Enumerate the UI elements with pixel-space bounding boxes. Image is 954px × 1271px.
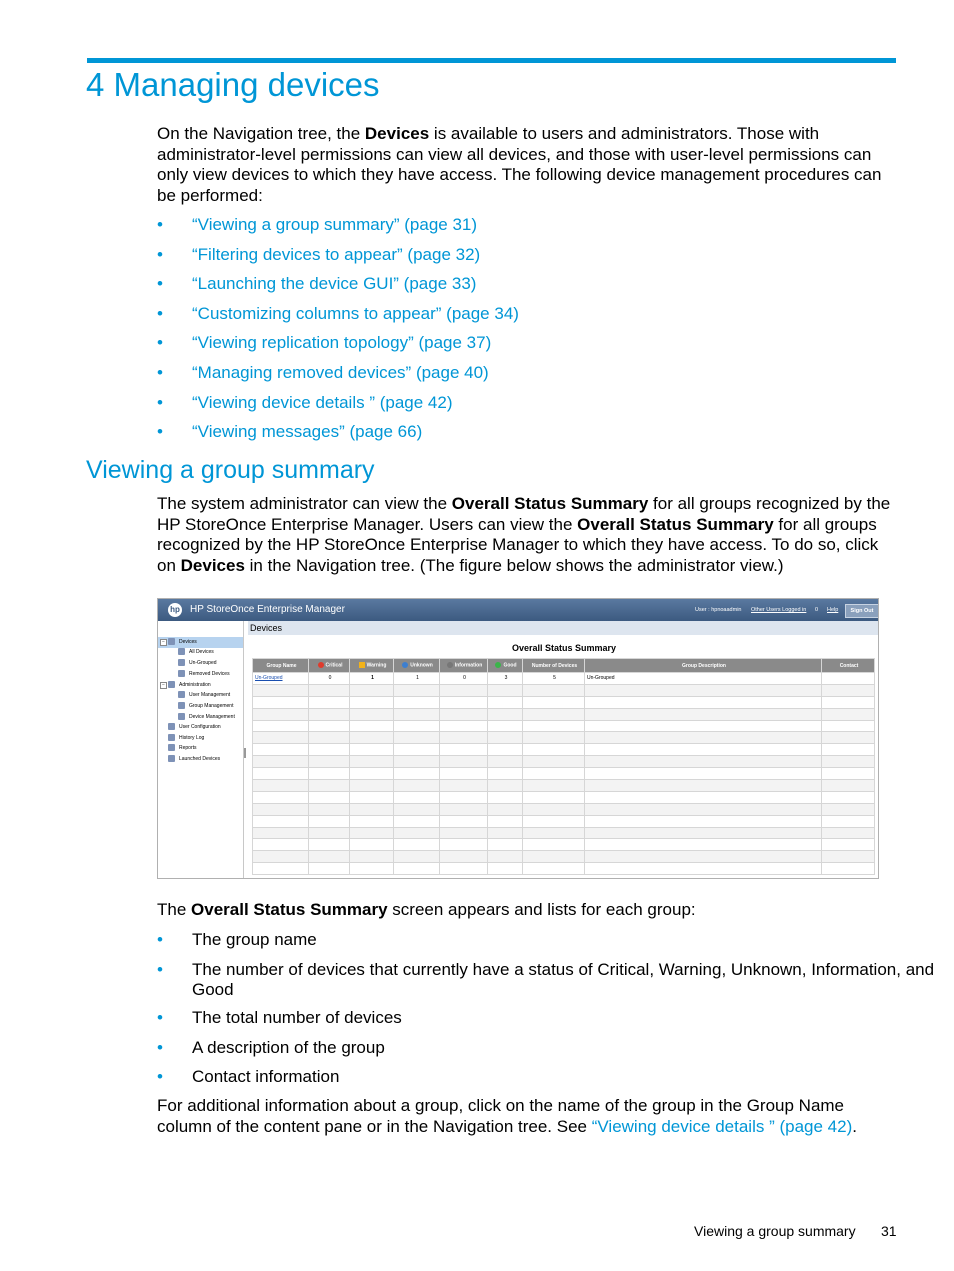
empty-cell [350,696,394,708]
col-good[interactable]: Good [488,659,523,673]
other-users-link[interactable]: Other Users Logged in [751,607,807,613]
link-item[interactable]: • “Viewing replication topology” (page 37) [157,331,519,361]
col-group-name[interactable]: Group Name [253,659,309,673]
empty-cell [394,863,440,875]
empty-cell [440,732,488,744]
collapse-icon[interactable]: − [160,639,167,646]
empty-cell [822,827,875,839]
empty-cell [523,720,585,732]
empty-cell [822,851,875,863]
critical-icon [318,662,324,668]
link-item[interactable]: • “Viewing a group summary” (page 31) [157,213,519,243]
col-information[interactable]: Information [440,659,488,673]
empty-cell [523,863,585,875]
empty-cell [440,744,488,756]
empty-cell [523,744,585,756]
empty-cell [309,696,350,708]
empty-cell [585,768,822,780]
critical-count: 0 [309,673,350,685]
good-count: 3 [488,673,523,685]
empty-row [253,744,875,756]
empty-cell [253,708,309,720]
empty-cell [488,684,523,696]
empty-cell [253,756,309,768]
empty-cell [394,720,440,732]
empty-cell [523,768,585,780]
empty-cell [440,851,488,863]
empty-cell [440,708,488,720]
help-link[interactable]: Help [827,607,839,613]
chapter-title: 4 Managing devices [86,66,380,103]
reports-icon [168,744,175,751]
administration-icon [168,681,175,688]
after-figure-paragraph: The Overall Status Summary screen appears and lists for each group: [157,900,696,919]
empty-row [253,803,875,815]
empty-cell [488,791,523,803]
empty-cell [394,756,440,768]
group-description: Un-Grouped [585,673,822,685]
unknown-count: 1 [394,673,440,685]
empty-cell [440,768,488,780]
empty-cell [309,863,350,875]
nav-user-management[interactable]: User Management [189,692,231,698]
empty-cell [440,863,488,875]
bullet-list [157,930,954,1087]
empty-cell [350,732,394,744]
empty-cell [309,684,350,696]
empty-cell [350,768,394,780]
empty-cell [585,827,822,839]
empty-cell [309,744,350,756]
user-label: User : hpnoaadmin [695,607,742,613]
empty-cell [488,851,523,863]
empty-row [253,851,875,863]
empty-cell [488,708,523,720]
empty-cell [394,696,440,708]
empty-row [253,791,875,803]
empty-cell [309,815,350,827]
empty-cell [350,863,394,875]
warning-icon [359,662,365,668]
empty-row [253,780,875,792]
content-pane [248,621,879,879]
empty-cell [440,696,488,708]
nav-user-configuration[interactable]: User Configuration [179,724,221,730]
empty-cell [822,863,875,875]
app-header [158,599,878,621]
col-number-of-devices[interactable]: Number of Devices [523,659,585,673]
empty-cell [440,803,488,815]
empty-cell [309,756,350,768]
col-group-description[interactable]: Group Description [585,659,822,673]
empty-cell [253,732,309,744]
footer-section: Viewing a group summary [694,1223,856,1239]
empty-cell [488,815,523,827]
empty-row [253,815,875,827]
empty-cell [394,815,440,827]
list-item: • The group name [157,930,954,951]
link-item[interactable]: • “Managing removed devices” (page 40) [157,361,519,391]
empty-cell [253,863,309,875]
empty-cell [253,851,309,863]
empty-cell [488,768,523,780]
empty-cell [822,768,875,780]
navigation-tree [158,621,244,879]
collapse-icon[interactable]: − [160,682,167,689]
information-icon [447,662,453,668]
empty-cell [440,839,488,851]
empty-cell [440,815,488,827]
empty-cell [394,684,440,696]
information-count: 0 [440,673,488,685]
contact [822,673,875,685]
empty-cell [350,780,394,792]
empty-cell [440,827,488,839]
empty-row [253,720,875,732]
good-icon [495,662,501,668]
nav-removed-devices[interactable]: Removed Devices [189,671,230,677]
empty-cell [440,756,488,768]
empty-cell [394,839,440,851]
empty-cell [253,803,309,815]
nav-history-log[interactable]: History Log [179,735,205,741]
empty-row [253,684,875,696]
empty-cell [440,780,488,792]
empty-cell [253,768,309,780]
empty-row [253,768,875,780]
empty-cell [253,839,309,851]
empty-cell [585,863,822,875]
link-item[interactable]: • “Launching the device GUI” (page 33) [157,272,519,302]
overall-status-screenshot [157,598,879,879]
breadcrumb: Devices [248,621,879,635]
empty-cell [309,827,350,839]
empty-cell [585,696,822,708]
empty-cell [309,768,350,780]
table-row [253,673,875,685]
nav-device-management[interactable]: Device Management [189,714,235,720]
empty-cell [822,815,875,827]
empty-cell [394,827,440,839]
device-icon [178,713,185,720]
col-critical[interactable]: Critical [309,659,350,673]
splitter-handle[interactable] [244,748,246,758]
device-count: 5 [523,673,585,685]
status-table [252,658,875,875]
empty-cell [394,791,440,803]
empty-cell [309,851,350,863]
empty-cell [488,732,523,744]
empty-cell [253,791,309,803]
empty-cell [253,684,309,696]
empty-cell [822,720,875,732]
empty-cell [523,839,585,851]
nav-reports[interactable]: Reports [179,745,197,751]
empty-cell [350,803,394,815]
empty-cell [488,780,523,792]
empty-cell [394,732,440,744]
empty-cell [488,696,523,708]
col-contact[interactable]: Contact [822,659,875,673]
empty-cell [523,708,585,720]
empty-cell [350,744,394,756]
nav-devices[interactable]: Devices [179,639,197,645]
empty-cell [822,732,875,744]
empty-cell [585,791,822,803]
nav-all-devices[interactable]: All Devices [189,649,214,655]
empty-cell [394,744,440,756]
intro-paragraph: On the Navigation tree, the Devices is available to users and administrators. Those with administrator-level permissions can view all devices, and those with user-level permissions can only view devices to which they have access. The following device management procedures can be performed: [157,124,882,206]
list-item: • The number of devices that currently have a status of Critical, Warning, Unknown, Information, and Good [157,960,954,1001]
unknown-icon [402,662,408,668]
empty-cell [523,756,585,768]
empty-cell [394,780,440,792]
empty-cell [585,851,822,863]
device-icon [178,648,185,655]
empty-cell [523,803,585,815]
empty-row [253,827,875,839]
empty-cell [822,696,875,708]
empty-cell [822,791,875,803]
empty-cell [585,720,822,732]
devices-icon [168,638,175,645]
app-title: HP StoreOnce Enterprise Manager [190,604,345,615]
empty-cell [822,839,875,851]
list-item: • The total number of devices [157,1008,954,1029]
empty-cell [350,708,394,720]
empty-cell [523,851,585,863]
empty-cell [440,720,488,732]
empty-cell [309,839,350,851]
chapter-rule [87,58,896,63]
empty-cell [822,756,875,768]
empty-cell [488,744,523,756]
cross-reference-link[interactable]: “Viewing device details ” (page 42) [591,1116,853,1136]
empty-cell [309,708,350,720]
empty-row [253,696,875,708]
empty-row [253,863,875,875]
hp-logo: hp [168,603,182,617]
col-unknown[interactable]: Unknown [394,659,440,673]
empty-row [253,732,875,744]
empty-cell [394,708,440,720]
user-icon [178,691,185,698]
empty-cell [309,720,350,732]
link-item[interactable]: • “Viewing messages” (page 66) [157,420,519,450]
empty-cell [585,839,822,851]
empty-cell [585,732,822,744]
group-name-link[interactable]: Un-Grouped [253,673,309,685]
empty-cell [350,684,394,696]
link-item[interactable]: • “Customizing columns to appear” (page 34) [157,302,519,332]
sign-out-button[interactable]: Sign Out [845,604,879,618]
empty-row [253,756,875,768]
empty-cell [822,780,875,792]
empty-row [253,839,875,851]
device-icon [178,659,185,666]
nav-administration[interactable]: Administration [179,682,211,688]
footer-page-number: 31 [881,1223,897,1239]
empty-cell [822,803,875,815]
empty-cell [309,780,350,792]
empty-cell [309,803,350,815]
empty-cell [309,791,350,803]
empty-cell [253,827,309,839]
group-icon [178,702,185,709]
empty-cell [585,744,822,756]
section-paragraph: The system administrator can view the Overall Status Summary for all groups recognized by the HP StoreOnce Enterprise Manager. Users can view the Overall Status Summary for all groups recognized by the HP StoreOnce Enterprise Manager to which they have access. To do so, click on Devices in the Navigation tree. (The figure below shows the administrator view.) [157,494,891,576]
empty-cell [585,780,822,792]
table-header [253,659,875,673]
empty-cell [585,684,822,696]
empty-cell [523,696,585,708]
empty-cell [394,768,440,780]
summary-title: Overall Status Summary [511,643,617,653]
link-item[interactable]: • “Filtering devices to appear” (page 32) [157,243,519,273]
empty-cell [394,803,440,815]
empty-cell [585,708,822,720]
empty-cell [585,756,822,768]
empty-cell [523,791,585,803]
device-icon [178,670,185,677]
link-item[interactable]: • “Viewing device details ” (page 42) [157,391,519,421]
empty-cell [350,827,394,839]
launch-icon [168,755,175,762]
empty-cell [350,815,394,827]
empty-rows [253,684,875,874]
empty-cell [488,756,523,768]
nav-launched-devices[interactable]: Launched Devices [179,756,221,762]
empty-cell [253,744,309,756]
empty-cell [488,827,523,839]
empty-cell [350,756,394,768]
other-users-count: 0 [815,607,819,613]
empty-cell [253,696,309,708]
empty-cell [309,732,350,744]
empty-cell [585,803,822,815]
empty-cell [822,684,875,696]
col-warning[interactable]: Warning [350,659,394,673]
empty-cell [350,851,394,863]
section-title: Viewing a group summary [86,456,375,484]
empty-cell [523,684,585,696]
empty-cell [394,851,440,863]
config-icon [168,723,175,730]
procedure-links [157,213,519,450]
empty-cell [440,684,488,696]
list-item: • A description of the group [157,1038,954,1059]
empty-row [253,708,875,720]
history-icon [168,734,175,741]
nav-group-management[interactable]: Group Management [189,703,234,709]
empty-cell [822,744,875,756]
empty-cell [350,839,394,851]
empty-cell [523,732,585,744]
nav-un-grouped[interactable]: Un-Grouped [189,660,217,666]
warning-count: 1 [350,673,394,685]
empty-cell [350,720,394,732]
empty-cell [253,720,309,732]
empty-cell [350,791,394,803]
empty-cell [253,780,309,792]
empty-cell [822,708,875,720]
empty-cell [488,720,523,732]
closing-paragraph: For additional information about a group, click on the name of the group in the Group Name column of the content pane or in the Navigation tree. See “Viewing device details ” (page 42). [157,1096,857,1136]
empty-cell [253,815,309,827]
empty-cell [523,827,585,839]
empty-cell [488,863,523,875]
list-item: • Contact information [157,1067,954,1088]
empty-cell [488,839,523,851]
empty-cell [440,791,488,803]
empty-cell [488,803,523,815]
empty-cell [585,815,822,827]
empty-cell [523,815,585,827]
empty-cell [523,780,585,792]
